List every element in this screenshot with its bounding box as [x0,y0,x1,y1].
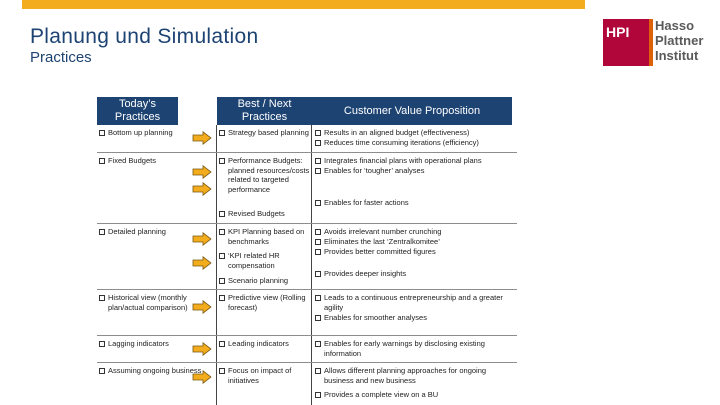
today-item [99,128,204,138]
best-item-text: Strategy based planning [228,128,309,137]
checkbox-bullet-icon [315,295,321,301]
today-item-text: Bottom up planning [108,128,173,137]
today-item [99,366,204,376]
best-item [219,227,314,246]
today-item-text: Historical view (monthly plan/actual comparison) [108,293,188,312]
value-item [315,166,505,176]
checkbox-bullet-icon [219,211,225,217]
value-item-text: Enables for smoother analyses [324,313,427,322]
today-item [99,293,204,312]
checkbox-bullet-icon [315,249,321,255]
today-item [99,339,204,349]
checkbox-bullet-icon [99,229,105,235]
best-item-text: Scenario planning [228,276,289,285]
today-item-text: Lagging indicators [108,339,169,348]
value-item [315,198,505,208]
top-accent-bar [22,0,585,9]
checkbox-bullet-icon [315,341,321,347]
arrow-right-icon [192,232,212,246]
best-item [219,276,314,286]
value-item [315,247,505,257]
checkbox-bullet-icon [315,271,321,277]
best-item [219,251,314,270]
header-todays-practices: Today’s Practices [97,97,178,125]
page-title: Planung und Simulation [30,25,259,48]
checkbox-bullet-icon [219,278,225,284]
checkbox-bullet-icon [219,341,225,347]
row-divider [97,289,517,290]
checkbox-bullet-icon [315,239,321,245]
best-item [219,293,314,312]
value-item-text: Provides deeper insights [324,269,407,278]
hpi-logo [603,18,713,68]
checkbox-bullet-icon [99,295,105,301]
logo-line-3: Institut [655,48,699,63]
value-item-text: Avoids irrelevant number crunching [324,227,442,236]
value-item-text: Eliminates the last ‘Zentralkomitee’ [324,237,440,246]
value-item-text: Enables for ‘tougher’ analyses [324,166,425,175]
logo-line-1: Hasso [655,18,695,33]
checkbox-bullet-icon [315,200,321,206]
checkbox-bullet-icon [315,140,321,146]
arrow-right-icon [192,300,212,314]
today-item-text: Assuming ongoing business [108,366,202,375]
value-item [315,339,505,358]
value-item-text: Leads to a continuous entrepreneurship and a greater agility [324,293,503,312]
checkbox-bullet-icon [219,229,225,235]
checkbox-bullet-icon [219,368,225,374]
row-divider [97,223,517,224]
row-divider [97,335,517,336]
checkbox-bullet-icon [315,229,321,235]
checkbox-bullet-icon [219,253,225,259]
value-item-text: Integrates financial plans with operational plans [324,156,482,165]
header-best-practices: Best / Next Practices [217,97,312,125]
checkbox-bullet-icon [315,130,321,136]
best-item [219,156,314,194]
checkbox-bullet-icon [219,130,225,136]
checkbox-bullet-icon [315,315,321,321]
logo-line-2: Plattner [655,33,704,48]
logo-mark-text: HPI [606,24,630,40]
checkbox-bullet-icon [315,392,321,398]
value-item-text: Provides a complete view on a BU [324,390,439,399]
checkbox-bullet-icon [99,130,105,136]
checkbox-bullet-icon [315,368,321,374]
value-item [315,390,505,400]
value-item-text: Reduces time consuming iterations (efficiency) [324,138,479,147]
value-item-text: Provides better committed figures [324,247,436,256]
today-item [99,227,204,237]
best-item-text: Revised Budgets [228,209,285,218]
column-divider-best [216,125,217,405]
value-item [315,366,505,385]
checkbox-bullet-icon [315,158,321,164]
header-customer-value: Customer Value Proposition [312,97,512,125]
arrow-right-icon [192,182,212,196]
today-item [99,156,204,166]
best-item-text: KPI Planning based on benchmarks [228,227,305,246]
value-item [315,293,505,312]
value-item [315,313,505,323]
value-item [315,128,505,138]
arrow-right-icon [192,256,212,270]
arrow-right-icon [192,370,212,384]
value-item-text: Enables for faster actions [324,198,409,207]
value-item-text: Enables for early warnings by disclosing existing information [324,339,485,358]
value-item [315,156,505,166]
checkbox-bullet-icon [99,341,105,347]
today-item-text: Fixed Budgets [108,156,156,165]
value-item [315,237,505,247]
row-divider [97,152,517,153]
value-item-text: Allows different planning approaches for ongoing business and new business [324,366,487,385]
best-item-text: Predictive view (Rolling forecast) [228,293,306,312]
checkbox-bullet-icon [315,168,321,174]
value-item [315,138,505,148]
arrow-right-icon [192,342,212,356]
checkbox-bullet-icon [219,295,225,301]
checkbox-bullet-icon [99,368,105,374]
arrow-right-icon [192,131,212,145]
checkbox-bullet-icon [219,158,225,164]
logo-text [655,18,703,63]
page-subtitle: Practices [30,49,92,66]
checkbox-bullet-icon [99,158,105,164]
row-divider [97,362,517,363]
best-item [219,128,314,138]
best-item-text: Performance Budgets: planned resources/costs related to targeted performance [228,156,310,194]
arrow-right-icon [192,165,212,179]
best-item-text: Focus on impact of initiatives [228,366,292,385]
value-item [315,269,505,279]
best-item [219,366,314,385]
best-item [219,209,314,219]
best-item-text: Leading indicators [228,339,289,348]
logo-strip [649,19,653,66]
value-item-text: Results in an aligned budget (effectiveness) [324,128,470,137]
value-item [315,227,505,237]
today-item-text: Detailed planning [108,227,166,236]
best-item-text: ‘KPI related HR compensation [228,251,280,270]
best-item [219,339,314,349]
